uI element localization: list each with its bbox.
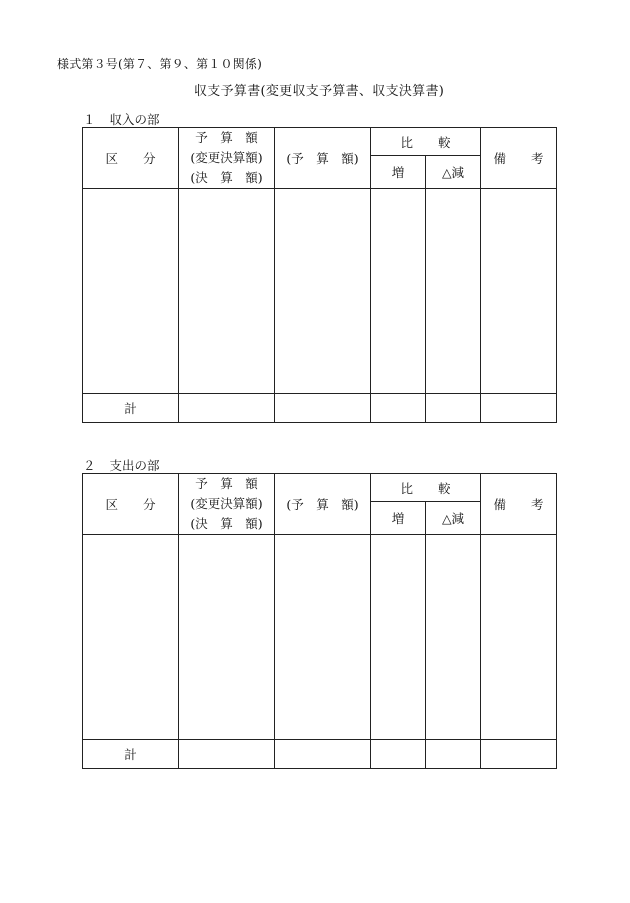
section-heading-income — [83, 110, 160, 128]
header-remarks: 備 考 — [481, 128, 557, 189]
section-number: １ — [83, 112, 96, 127]
expenditure-total-budget-paren[interactable] — [275, 740, 371, 769]
header-budget-line1: 予 算 額 — [195, 130, 258, 145]
form-number: 様式第３号(第７、第９、第１０関係) — [57, 57, 262, 71]
expenditure-budget-cell[interactable] — [179, 535, 275, 740]
expenditure-total-increase[interactable] — [371, 740, 426, 769]
income-budget-paren-cell[interactable] — [275, 189, 371, 394]
header-increase: 増 — [371, 502, 426, 535]
header-budget-line2: (変更決算額) — [190, 150, 263, 165]
header-decrease: △減 — [426, 502, 481, 535]
income-increase-cell[interactable] — [371, 189, 426, 394]
section-label: 収入の部 — [109, 112, 160, 127]
expenditure-table — [82, 473, 557, 769]
header-budget-paren: (予 算 額) — [275, 128, 371, 189]
header-comparison: 比 較 — [371, 128, 481, 156]
header-decrease: △減 — [426, 156, 481, 189]
header-budget-line3: (決 算 額) — [190, 516, 263, 531]
header-comparison: 比 較 — [371, 474, 481, 502]
income-category-cell[interactable] — [83, 189, 179, 394]
income-total-increase[interactable] — [371, 394, 426, 423]
section-label: 支出の部 — [109, 458, 160, 473]
expenditure-increase-cell[interactable] — [371, 535, 426, 740]
income-table — [82, 127, 557, 423]
header-budget — [179, 128, 275, 189]
expenditure-total-budget[interactable] — [179, 740, 275, 769]
header-budget-line2: (変更決算額) — [190, 496, 263, 511]
expenditure-budget-paren-cell[interactable] — [275, 535, 371, 740]
income-total-remarks[interactable] — [481, 394, 557, 423]
expenditure-category-cell[interactable] — [83, 535, 179, 740]
income-total-decrease[interactable] — [426, 394, 481, 423]
expenditure-decrease-cell[interactable] — [426, 535, 481, 740]
header-remarks: 備 考 — [481, 474, 557, 535]
header-budget — [179, 474, 275, 535]
header-category: 区 分 — [83, 128, 179, 189]
header-category: 区 分 — [83, 474, 179, 535]
income-budget-cell[interactable] — [179, 189, 275, 394]
income-total-budget[interactable] — [179, 394, 275, 423]
section-heading-expenditure — [83, 456, 160, 474]
expenditure-remarks-cell[interactable] — [481, 535, 557, 740]
header-budget-line1: 予 算 額 — [195, 476, 258, 491]
header-budget-paren: (予 算 額) — [275, 474, 371, 535]
header-increase: 増 — [371, 156, 426, 189]
income-remarks-cell[interactable] — [481, 189, 557, 394]
header-budget-line3: (決 算 額) — [190, 170, 263, 185]
income-decrease-cell[interactable] — [426, 189, 481, 394]
expenditure-total-decrease[interactable] — [426, 740, 481, 769]
document-title: 収支予算書(変更収支予算書、収支決算書) — [194, 84, 445, 99]
expenditure-total-label: 計 — [83, 740, 179, 769]
section-number: ２ — [83, 458, 96, 473]
income-total-label: 計 — [83, 394, 179, 423]
expenditure-total-remarks[interactable] — [481, 740, 557, 769]
income-total-budget-paren[interactable] — [275, 394, 371, 423]
